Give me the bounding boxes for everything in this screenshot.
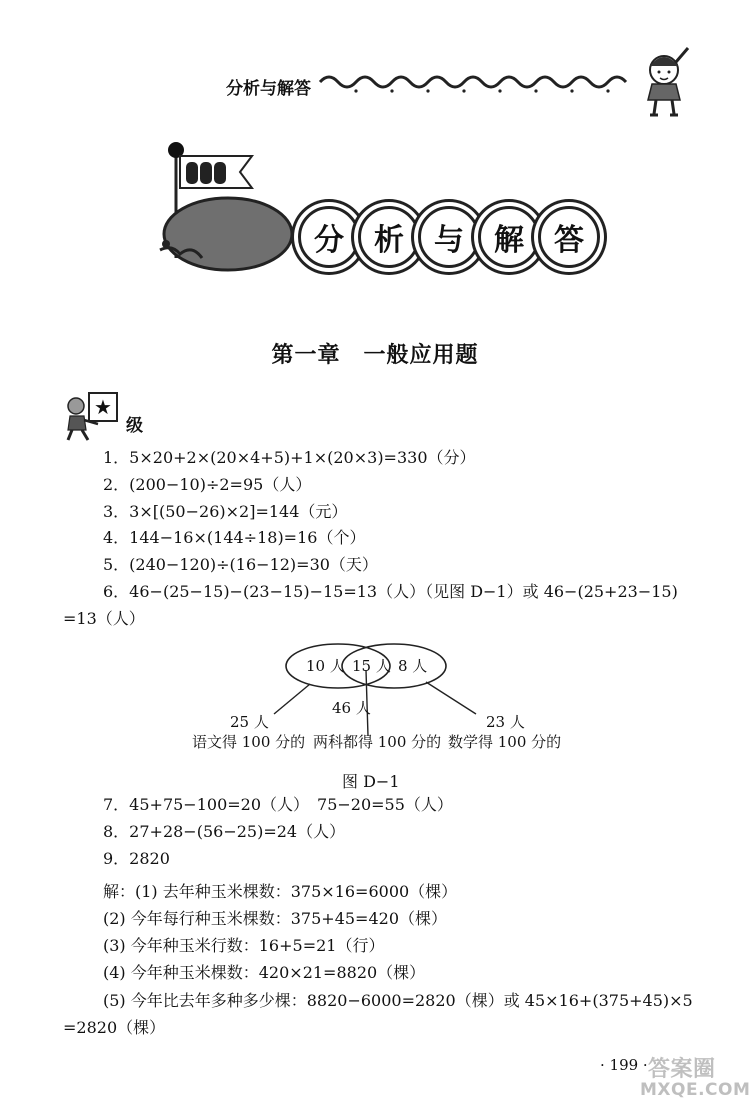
watermark-domain: MXQE.COM [640,1080,750,1100]
banner-char: 析 [358,206,420,268]
answer-line: 3．3×[(50−26)×2]=144（元） [103,502,348,521]
cartoon-girl-illustration [636,40,696,120]
header-label: 分析与解答 [226,79,311,99]
chapter-title: 第一章 一般应用题 [271,343,479,368]
right-total-count: 23 人 [486,713,525,731]
banner-char: 与 [418,206,480,268]
answer-line: 7．45+75−100=20（人） 75−20=55（人） [103,795,453,814]
left-total-count: 25 人 [230,713,269,731]
answer-line: 8．27+28−(56−25)=24（人） [103,822,346,841]
left-description: 语文得 100 分的 [192,733,306,751]
level-label: 级 [126,416,143,436]
answer-line: 9．2820 [103,849,170,868]
answer-line: 2．(200−10)÷2=95（人） [103,475,312,494]
answer-line: (3) 今年种玉米行数：16+5=21（行） [103,936,385,955]
answer-line: 5．(240−120)÷(16−12)=30（天） [103,555,378,574]
banner-title [296,206,606,274]
banner-char: 解 [478,206,540,268]
total-count: 46 人 [332,699,371,717]
right-description: 数学得 100 分的 [448,733,562,751]
watermark-logo: 答案圈 [648,1057,716,1082]
middle-description: 两科都得 100 分的 [313,733,442,751]
star-icon: ★ [88,392,118,422]
left-only-count: 10 人 [306,657,345,675]
both-count: 15 人 [352,657,391,675]
answer-line: (4) 今年种玉米棵数：420×21=8820（棵） [103,963,426,982]
wavy-divider [316,64,636,100]
answer-line: (2) 今年每行种玉米棵数：375+45=420（棵） [103,909,448,928]
answer-line: 解：(1) 去年种玉米棵数：375×16=6000（棵） [103,882,458,901]
banner-char: 答 [538,206,600,268]
banner-char: 分 [298,206,360,268]
answer-line: 6．46−(25−15)−(23−15)−15=13（人）（见图 D−1）或 46−(25+23−15) [103,582,678,601]
answer-line: =2820（棵） [63,1018,166,1037]
answer-line: =13（人） [63,609,145,628]
answer-line: 4．144−16×(144÷18)=16（个） [103,528,366,547]
right-only-count: 8 人 [398,657,428,675]
answer-line: (5) 今年比去年多种多少棵：8820−6000=2820（棵）或 45×16+(375+45)×5 [103,991,693,1010]
page-number: · 199 · [600,1056,648,1074]
answer-line: 1．5×20+2×(20×4+5)+1×(20×3)=330（分） [103,448,476,467]
figure-caption: 图 D−1 [342,772,400,791]
